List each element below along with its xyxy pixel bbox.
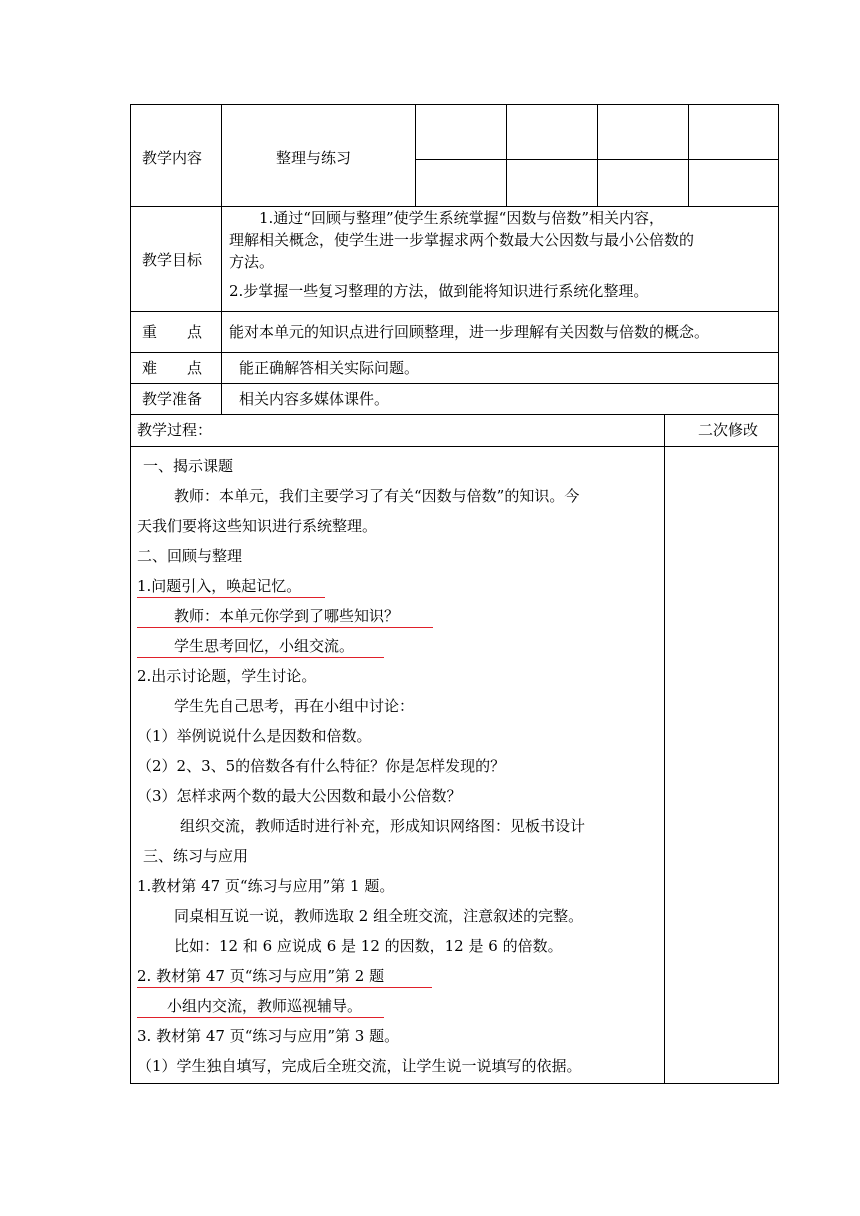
process-line: （2）2、3、5的倍数各有什么特征？你是怎样发现的？ xyxy=(137,757,506,775)
table-left-border xyxy=(130,104,131,1084)
process-line: 比如：12 和 6 应说成 6 是 12 的因数，12 是 6 的倍数。 xyxy=(174,937,563,955)
label-column-divider xyxy=(221,104,222,414)
process-line: 3. 教材第 47 页“练习与应用”第 3 题。 xyxy=(137,1027,400,1045)
grid-col-1 xyxy=(415,104,416,206)
key-label: 重 点 xyxy=(142,323,203,341)
revision-label: 二次修改 xyxy=(698,421,759,439)
red-underline xyxy=(137,1017,384,1018)
process-line: 2. 教材第 47 页“练习与应用”第 2 题 xyxy=(137,967,385,985)
difficult-label: 难 点 xyxy=(142,359,203,377)
section-heading-2: 二、回顾与整理 xyxy=(137,547,243,565)
difficult-value: 能正确解答相关实际问题。 xyxy=(239,359,420,377)
prep-label: 教学准备 xyxy=(142,390,203,408)
section-heading-1: 一、揭示课题 xyxy=(143,457,234,475)
table-bottom-border xyxy=(130,1083,779,1084)
red-underline xyxy=(137,987,432,988)
red-underline xyxy=(137,657,384,658)
row-divider-content xyxy=(130,206,779,207)
process-line: 1.教材第 47 页“练习与应用”第 1 题。 xyxy=(137,877,395,895)
goal-line-4: 2.步掌握一些复习整理的方法，做到能将知识进行系统化整理。 xyxy=(229,282,649,300)
goal-line-1: 1.通过“回顾与整理”使学生系统掌握“因数与倍数”相关内容， xyxy=(259,209,664,227)
process-line: 学生思考回忆，小组交流。 xyxy=(174,637,355,655)
row-divider-goal xyxy=(130,311,779,312)
table-top-border xyxy=(130,104,779,105)
section-heading-3: 三、练习与应用 xyxy=(143,847,249,865)
process-line: 教师：本单元，我们主要学习了有关“因数与倍数”的知识。今 xyxy=(174,487,580,505)
process-line: 2.出示讨论题，学生讨论。 xyxy=(137,667,317,685)
content-label: 教学内容 xyxy=(142,149,203,167)
row-divider-process xyxy=(130,446,779,447)
process-line: 小组内交流，教师巡视辅导。 xyxy=(167,997,363,1015)
grid-col-3 xyxy=(597,104,598,206)
goal-label: 教学目标 xyxy=(142,251,203,269)
table-right-border xyxy=(778,104,779,1084)
content-value: 整理与练习 xyxy=(276,149,352,167)
prep-value: 相关内容多媒体课件。 xyxy=(239,390,390,408)
process-line: 1.问题引入，唤起记忆。 xyxy=(137,577,302,595)
revision-column-divider xyxy=(664,414,665,1083)
process-line: （3）怎样求两个数的最大公因数和最小公倍数？ xyxy=(137,787,462,805)
process-line: 教师：本单元你学到了哪些知识？ xyxy=(174,607,400,625)
goal-line-2: 理解相关概念，使学生进一步掌握求两个数最大公因数与最小公倍数的 xyxy=(229,231,695,249)
row-divider-prep xyxy=(130,414,779,415)
process-line: 同桌相互说一说，教师选取 2 组全班交流，注意叙述的完整。 xyxy=(174,907,584,925)
process-label: 教学过程： xyxy=(137,421,213,439)
grid-col-2 xyxy=(506,104,507,206)
process-line: 天我们要将这些知识进行系统整理。 xyxy=(137,517,378,535)
row-divider-key xyxy=(130,352,779,353)
key-value: 能对本单元的知识点进行回顾整理，进一步理解有关因数与倍数的概念。 xyxy=(229,323,710,341)
row-divider-difficult xyxy=(130,383,779,384)
goal-line-3: 方法。 xyxy=(229,253,275,271)
process-line: （1）举例说说什么是因数和倍数。 xyxy=(137,727,372,745)
process-line: （1）学生独自填写，完成后全班交流，让学生说一说填写的依据。 xyxy=(137,1057,582,1075)
red-underline xyxy=(137,597,325,598)
process-line: 组织交流，教师适时进行补充，形成知识网络图：见板书设计 xyxy=(180,817,586,835)
process-line: 学生先自己思考，再在小组中讨论： xyxy=(174,697,415,715)
grid-col-4 xyxy=(688,104,689,206)
red-underline xyxy=(137,627,433,628)
